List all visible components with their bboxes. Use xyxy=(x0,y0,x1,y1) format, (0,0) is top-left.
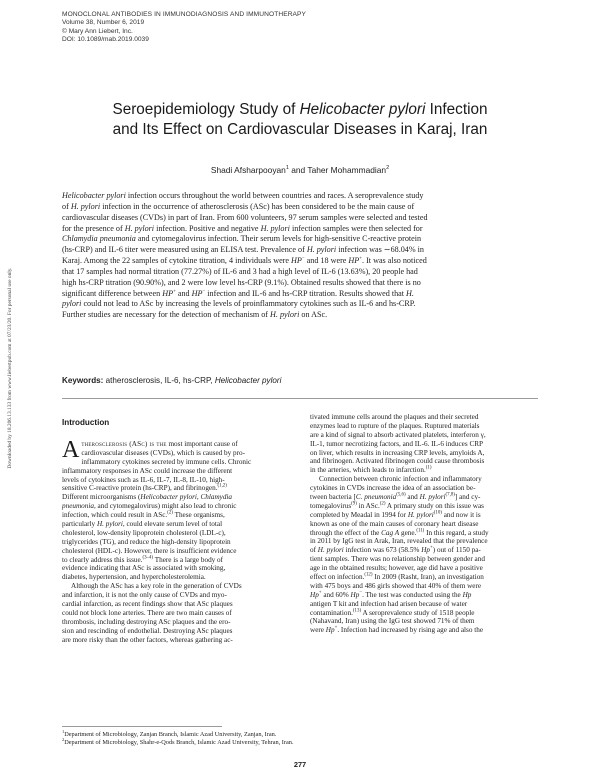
body-line: in 2011 by IgG test in Arak, Iran, revealed that the prevalence xyxy=(310,537,488,546)
footnote-2: $^2$Department of Microbiology, Shahr-e-Qods Branch, Islamic Azad University, Tehran, Iran. xyxy=(62,736,294,746)
body-line: cardiovascular diseases (CVDs), which is caused by pro- xyxy=(81,448,246,457)
body-line: sensitive C-reactive protein (hs-CRP), and fibrinogen.$^{(1,2)}$ xyxy=(62,484,227,493)
body-line: antigen T kit and infection had arisen because of water xyxy=(310,599,468,608)
body-line: could not block lone arteries. There are two main causes of xyxy=(62,608,232,617)
section-divider xyxy=(62,398,538,399)
body-line: are a kind of signal to absorb activated platelets, interferon γ, xyxy=(310,430,486,439)
body-line: with 475 boys and 486 girls showed that 40% of them were xyxy=(310,581,482,590)
body-column-left xyxy=(62,437,292,644)
author-2[interactable]: Taher Mohammadian xyxy=(307,165,387,175)
body-line: completed by Meadal in 1994 for H. pylori$^{(10)}$ and now it is xyxy=(310,510,481,519)
abstract-line: significant difference between HP+ and HP− infection and IL-6 and hs-CRP titration. Results showed that H. xyxy=(62,288,414,298)
journal-doi[interactable]: DOI: 10.1089/mab.2019.0039 xyxy=(62,36,149,44)
author-list: Shadi Afsharpooyan$^1$ and Taher Mohammadian$^2$ xyxy=(210,165,390,175)
body-line: on liver, which results in increasing CRP levels, amyloids A, xyxy=(310,448,485,457)
body-line: therosclerosis (ASc) is the most important cause of xyxy=(81,440,238,448)
abstract-line: pylori could not lead to ASc by increasing the levels of proinflammatory cytokines such as IL-6 and hs-CRP. xyxy=(62,299,416,309)
journal-header xyxy=(62,11,542,45)
author-1[interactable]: Shadi Afsharpooyan xyxy=(210,165,286,175)
body-line: inflammatory cytokines secreted by immune cells. Chronic xyxy=(81,457,252,466)
body-line: known as one of the main causes of coronary heart disease xyxy=(310,519,479,528)
keywords-label: Keywords: xyxy=(62,376,104,385)
body-line: effect on infection.$^{(12)}$ In 2009 (Rasht, Iran), an investigation xyxy=(310,572,484,582)
introduction-heading: Introduction xyxy=(62,418,110,427)
body-line: were Hp+. Infection had increased by rising age and also the xyxy=(310,625,484,635)
body-line: inflammatory responses in ASc could increase the different xyxy=(62,466,233,475)
body-line: cytokines in CVDs increase the idea of an association be- xyxy=(310,484,476,493)
download-side-note xyxy=(2,168,18,568)
keywords-values-italic: Helicobacter pylori xyxy=(214,376,282,385)
body-line: through the effect of the Cag A gene.$^{(11)}$ In this regard, a study xyxy=(310,528,489,537)
body-line: contamination.$^{(13)}$ A seroprevalence study of 1518 people xyxy=(310,608,475,617)
journal-volume: Volume 38, Number 6, 2019 xyxy=(62,19,145,27)
body-line: cholesterol, low-density lipoprotein cholesterol (LDL-c), xyxy=(62,528,226,537)
affiliation-footnotes xyxy=(62,728,538,747)
abstract-line: cardiovascular diseases (CVDs) in part of Iran. From 600 volunteers, 97 serum samples were selected and tested xyxy=(62,212,428,222)
body-line: enzymes lead to rupture of the plaques. Ruptured materials xyxy=(310,421,480,430)
body-line: to clearly address this issue.$^{(3-4)}$ There is a large body of xyxy=(62,555,224,564)
body-line: infection, which could result in ASc.$^{(2)}$ These organisms, xyxy=(62,510,225,520)
body-line: (Nahavand, Iran) using the IgG test showed 71% of them xyxy=(310,617,475,626)
body-line: sion and rescinding of endothelial. Destroying ASc plaques xyxy=(62,626,233,635)
abstract-line: Karaj. Among the 22 samples of cytokine titration, 4 individuals were HP− and 18 were HP+. It was also noticed xyxy=(62,256,427,266)
body-line: and fibrinogen. Activated fibrinogen could cause thrombosis xyxy=(310,457,485,466)
abstract-line: (hs-CRP) and IL-6 titer were measured using an ELISA test. Prevalence of H. pylori infection was ∼68.04% in xyxy=(62,245,424,255)
body-column-right xyxy=(310,413,540,635)
body-line: tient samples. There was no relationship between gender and xyxy=(310,555,485,564)
abstract-line: high hs-CRP titration (90.90%), and 2 were low level hs-CRP (9.1%). Obtained results showed that there is no xyxy=(62,277,421,287)
body-line: triglycerides (TG), and reduce the high-density lipoprotein xyxy=(62,537,231,546)
body-line: cardial infarction, as recent findings show that ASc plaques xyxy=(62,600,233,609)
title-line-2: and Its Effect on Cardiovascular Diseases in Karaj, Iran xyxy=(112,121,488,138)
abstract-line: for the presence of H. pylori infection. Positive and negative H. pylori infection samples were then selected for xyxy=(62,223,423,233)
body-line: tomegalovirus$^{(9)}$ in ASc.$^{(2)}$ A primary study on this issue was xyxy=(310,501,484,510)
body-line: age in the obtained results; however, age did have a positive xyxy=(310,564,483,573)
keywords xyxy=(62,376,540,385)
journal-name: MONOCLONAL ANTIBODIES IN IMMUNODIAGNOSIS AND IMMUNOTHERAPY xyxy=(62,11,307,18)
abstract-line: Chlamydia pneumonia and cytomegalovirus infection. Their serum levels for high-sensitive C-reactive protein xyxy=(62,234,422,244)
body-line: in the arteries, which leads to infarction.$^{(1)}$ xyxy=(310,465,432,475)
body-line: levels of cytokines such as IL-6, IL-7, IL-8, IL-10, high- xyxy=(62,475,225,484)
abstract-line: that 17 samples had normal titration (77.27%) of IL-6 and 3 had a high level of IL-6 (13.63%), 20 people had xyxy=(62,266,418,276)
abstract-line: Helicobacter pylori infection occurs throughout the world between countries and races. A seroprevalence study xyxy=(62,191,424,200)
footnote-divider xyxy=(62,726,222,727)
body-line: tivated immune cells around the plaques and their secreted xyxy=(310,413,479,421)
body-line: pneumonia, and cytomegalovirus) might also lead to chronic xyxy=(62,502,237,511)
download-side-note-text: Downloaded by 18.206.13.133 from www.liebertpub.com at 07/23/20. For personal use only. xyxy=(7,267,13,469)
body-line: thrombosis, including destroying ASc plaques and the ero- xyxy=(62,617,231,626)
body-line: particularly H. pylori, could elevate serum level of total xyxy=(62,520,223,529)
body-line: tween bacteria [C. pneumonia$^{(5,6)}$ and H. pylori$^{(7,8)}$] and cy- xyxy=(310,492,481,502)
body-line: evidence indicating that ASc is associated with smoking, xyxy=(62,564,226,573)
title-line-1: Seroepidemiology Study of Helicobacter pylori Infection xyxy=(112,101,488,118)
article-title xyxy=(40,100,560,140)
keywords-values: atherosclerosis, IL-6, hs-CRP, xyxy=(103,376,215,385)
body-line: and infarction, it is not the only cause of CVDs and myo- xyxy=(62,591,227,600)
abstract xyxy=(62,191,540,321)
page-number: 277 xyxy=(293,760,307,769)
drop-cap: A xyxy=(62,437,80,463)
body-line: of H. pylori infection was 673 (58.5% Hp+) out of 1150 pa- xyxy=(310,545,481,555)
body-line: diabetes, hypertension, and hypercholesterolemia. xyxy=(62,573,206,582)
body-line: are more risky than the other factors, whereas gathering ac- xyxy=(62,635,233,644)
abstract-line: of H. pylori infection in the occurrence of atherosclerosis (ASc) has been considered to be the main cause of xyxy=(62,201,415,211)
body-line: IL-1, tumor necrotizing factors, and IL-6. IL-6 induces CRP xyxy=(310,439,484,448)
abstract-line: Further studies are necessary for the detection of mechanism of H. pylori on ASc. xyxy=(62,310,328,320)
body-line: Connection between chronic infection and inflammatory xyxy=(319,475,482,484)
footnote-1: $^1$Department of Microbiology, Zanjan Branch, Islamic Azad University, Zanjan, Iran. xyxy=(62,728,277,738)
body-line: Although the ASc has a key role in the generation of CVDs xyxy=(71,582,242,591)
body-line: Different microorganisms (Helicobacter pylori, Chlamydia xyxy=(62,493,233,502)
body-line: Hp+ and 60% Hp−. The test was conducted using the Hp xyxy=(310,590,472,599)
body-line: cholesterol (HDL-c). However, there is insufficient evidence xyxy=(62,546,237,555)
journal-copyright: © Mary Ann Liebert, Inc. xyxy=(62,27,133,35)
